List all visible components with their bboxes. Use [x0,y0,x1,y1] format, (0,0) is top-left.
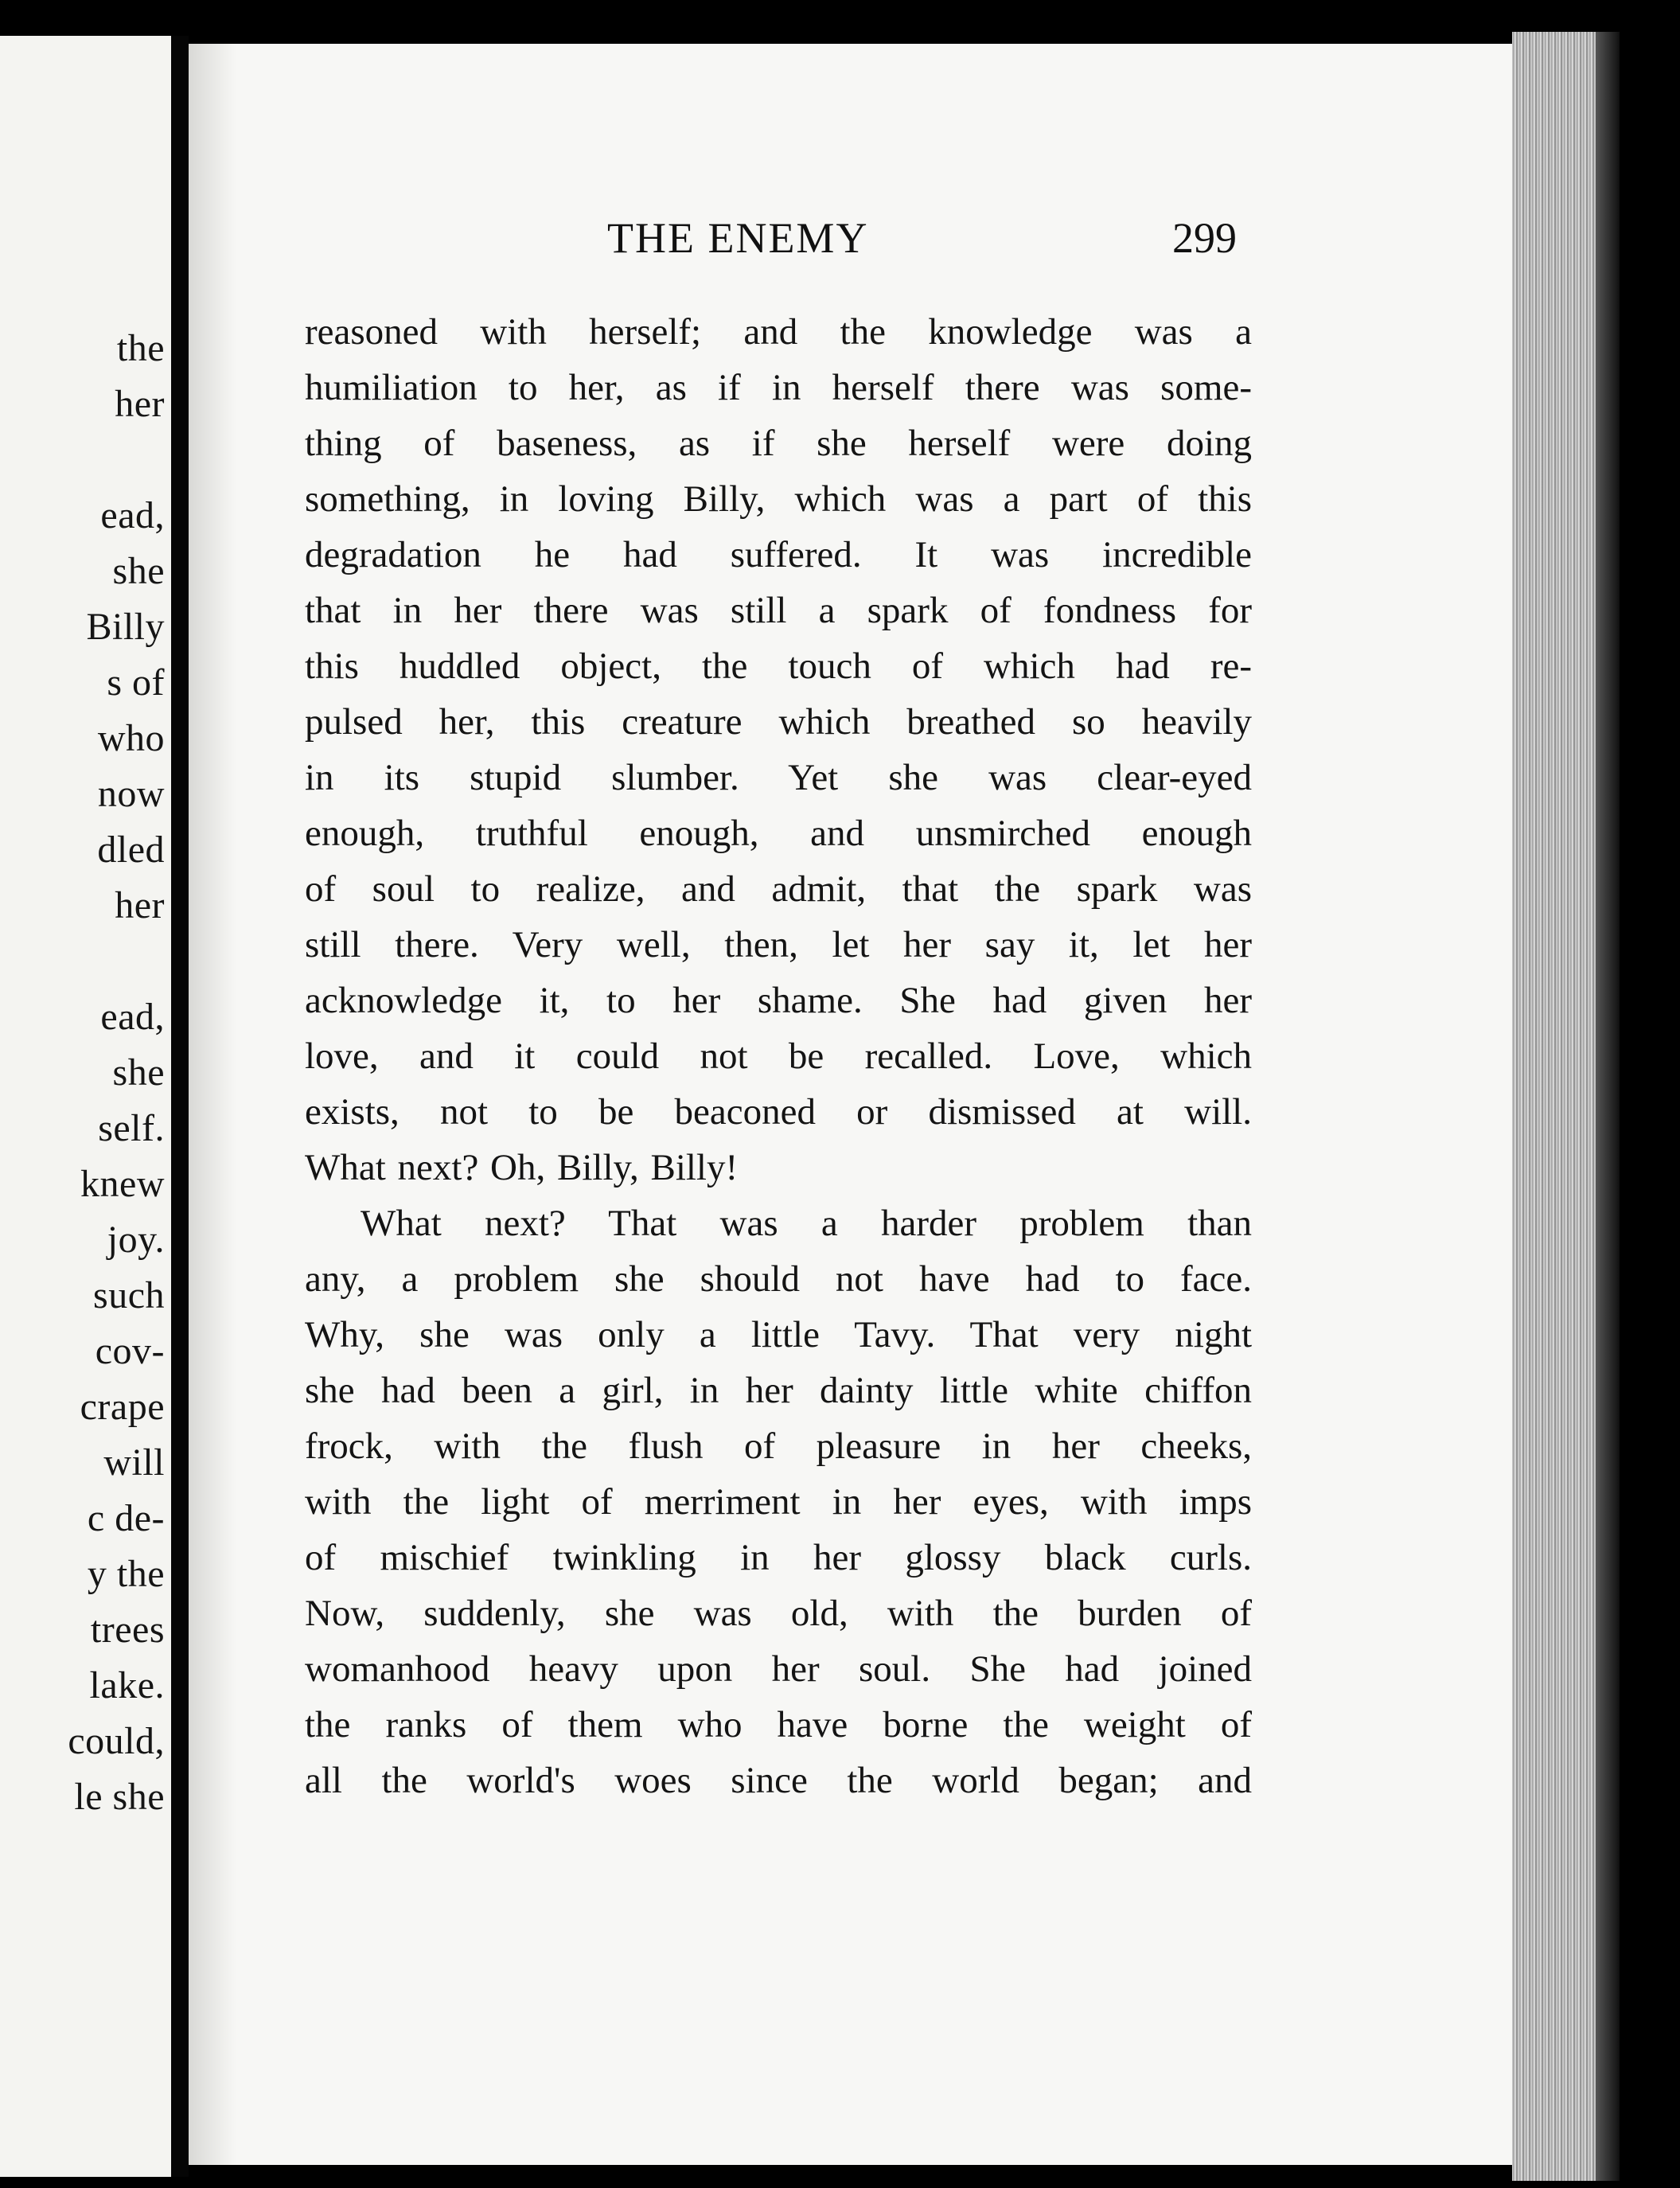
left-page-line: y the [87,1553,165,1595]
text-line: love, and it could not be recalled. Love, which [305,1035,1252,1077]
book-gutter [171,36,189,2177]
text-line: Now, suddenly, she was old, with the burden of [305,1593,1252,1634]
text-line: still there. Very well, then, let her say it, let her [305,924,1252,965]
text-line: acknowledge it, to her shame. She had given her [305,980,1252,1021]
page-edges [1512,32,1596,2181]
paragraph-first-line: What next? That was a harder problem than [361,1203,1252,1244]
text-line: humiliation to her, as if in herself there was some- [305,367,1252,408]
text-line: thing of baseness, as if she herself were doing [305,423,1252,464]
text-line: womanhood heavy upon her soul. She had joined [305,1648,1252,1690]
text-line: Why, she was only a little Tavy. That very night [305,1314,1252,1355]
left-facing-page [0,36,171,2177]
text-line: degradation he had suffered. It was incredible [305,534,1252,575]
left-page-line: Billy [86,606,165,648]
page-number: 299 [1172,214,1237,262]
left-page-line: who [97,717,165,759]
book-cover-edge [1596,32,1620,2181]
left-page-line: dled [97,829,165,871]
text-line: exists, not to be beaconed or dismissed at will. [305,1091,1252,1133]
text-line: this huddled object, the touch of which had re- [305,645,1252,687]
text-line: of soul to realize, and admit, that the spark was [305,868,1252,910]
left-page-line: now [97,773,165,815]
left-page-line: self. [98,1107,165,1149]
text-line: she had been a girl, in her dainty little white chiffon [305,1370,1252,1411]
spine-shadow [189,44,236,2165]
text-line: the ranks of them who have borne the weight of [305,1704,1252,1745]
left-page-line: she [112,1051,165,1094]
text-line: any, a problem she should not have had to face. [305,1258,1252,1300]
text-line: in its stupid slumber. Yet she was clear-eyed [305,757,1252,798]
left-page-line: trees [90,1609,165,1651]
left-page-line: lake. [89,1664,165,1706]
text-line: pulsed her, this creature which breathed so heavily [305,701,1252,743]
text-line: reasoned with herself; and the knowledge was a [305,311,1252,353]
left-page-line: could, [68,1720,165,1762]
left-page-line: ead, [100,494,165,536]
left-page-line: s of [107,661,165,704]
text-line: something, in loving Billy, which was a part of this [305,478,1252,520]
running-head: THE ENEMY [607,214,869,262]
left-page-line: she [112,550,165,592]
text-line: of mischief twinkling in her glossy black curls. [305,1537,1252,1578]
left-page-line: knew [80,1163,165,1205]
left-page-line: crape [80,1386,165,1428]
text-line: with the light of merriment in her eyes, with imps [305,1481,1252,1523]
text-line: frock, with the flush of pleasure in her cheeks, [305,1426,1252,1467]
left-page-line: le she [74,1776,165,1818]
left-page-line: her [115,884,165,926]
text-line: that in her there was still a spark of fondness for [305,590,1252,631]
left-page-line: such [93,1274,165,1316]
left-page-line: cov- [95,1330,165,1372]
left-page-line: joy. [107,1219,165,1261]
left-page-line: her [115,383,165,425]
text-line: enough, truthful enough, and unsmirched enough [305,813,1252,854]
left-page-line: c de- [87,1497,165,1539]
left-page-line: ead, [100,996,165,1038]
text-line: What next? Oh, Billy, Billy! [305,1147,739,1188]
left-page-line: will [103,1441,165,1484]
text-line: all the world's woes since the world began; and [305,1760,1252,1801]
left-page-line: the [116,327,165,369]
page-header [414,213,1241,269]
